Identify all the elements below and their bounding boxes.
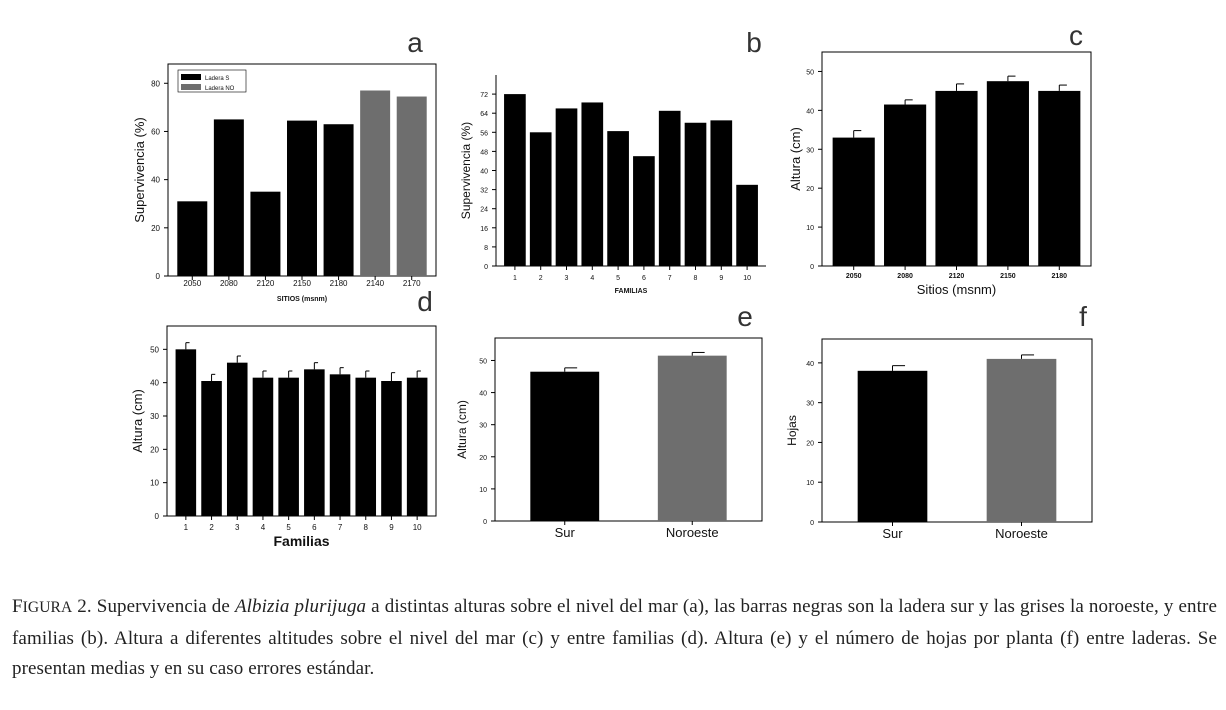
x-tick-label: 9 <box>389 523 394 532</box>
x-tick-label: 3 <box>564 275 569 282</box>
y-tick-label: 40 <box>806 108 814 116</box>
y-tick-label: 16 <box>480 225 488 233</box>
x-tick-label: 6 <box>312 523 317 532</box>
y-axis-label: Altura (cm) <box>130 389 145 453</box>
y-tick-label: 10 <box>806 225 814 233</box>
caption-text-2: a distintas alturas sobre el nivel del mar (a), las barras negras son la ladera sur y las grises la noroeste, y entre familias (b). Altura a diferentes altitudes sobre el nivel del mar (c) y entre familias (d). Altura (e) y el número de hojas por planta (f) entre laderas. Se presentan medias y en su caso errores estándar. <box>12 596 1217 679</box>
y-tick-label: 30 <box>150 412 159 421</box>
y-tick-label: 50 <box>479 358 487 366</box>
y-tick-label: 0 <box>155 272 160 281</box>
x-tick-label: 2120 <box>948 273 965 280</box>
y-tick-label: 60 <box>151 127 160 137</box>
y-tick-label: 8 <box>484 244 488 252</box>
y-axis-label: Supervivencia (%) <box>132 117 147 223</box>
y-tick-label: 10 <box>150 478 159 488</box>
y-tick-label: 0 <box>483 519 487 526</box>
x-tick-label: 8 <box>693 275 698 282</box>
panel-letter: d <box>417 286 433 317</box>
x-tick-label: Noroeste <box>995 526 1048 541</box>
x-axis-label: FAMILIAS <box>614 288 648 295</box>
x-tick-label: 5 <box>286 523 291 532</box>
x-tick-label: 7 <box>337 523 343 532</box>
x-tick-label: 4 <box>590 275 595 282</box>
y-tick-label: 0 <box>810 520 814 527</box>
figure-caption <box>12 592 1217 685</box>
x-tick-label: 2080 <box>219 279 238 288</box>
x-tick-label: 2150 <box>293 279 311 288</box>
y-tick-label: 64 <box>480 111 488 119</box>
y-tick-label: 10 <box>806 480 814 488</box>
y-tick-label: 56 <box>480 130 488 138</box>
y-tick-label: 50 <box>150 345 159 355</box>
y-axis-label: Altura (cm) <box>455 400 469 459</box>
panel-letter: a <box>407 27 423 58</box>
x-tick-label: 1 <box>183 523 189 532</box>
x-tick-label: 2170 <box>402 279 421 288</box>
x-tick-label: 2050 <box>183 279 202 288</box>
y-axis-label: Hojas <box>785 415 799 446</box>
x-tick-label: 2 <box>538 275 543 282</box>
y-tick-label: 20 <box>806 186 814 194</box>
x-tick-label: 8 <box>363 523 368 532</box>
y-tick-label: 80 <box>151 79 160 89</box>
x-tick-label: 3 <box>235 523 240 532</box>
y-tick-label: 20 <box>151 223 160 233</box>
bar <box>987 359 1057 522</box>
x-tick-label: 1 <box>512 275 517 282</box>
y-tick-label: 48 <box>480 149 488 157</box>
y-tick-label: 0 <box>484 264 488 271</box>
y-tick-label: 40 <box>150 378 159 388</box>
panel-letter: c <box>1069 20 1083 51</box>
x-axis-label: Sitios (msnm) <box>916 282 997 297</box>
y-axis-label: Supervivencia (%) <box>459 121 473 220</box>
panel-letter: e <box>737 301 753 332</box>
y-tick-label: 40 <box>151 175 160 185</box>
y-tick-label: 0 <box>810 264 814 271</box>
y-tick-label: 10 <box>479 486 487 494</box>
x-tick-label: 9 <box>719 275 724 282</box>
y-tick-label: 30 <box>806 400 814 408</box>
panel-letter: f <box>1079 301 1087 332</box>
x-tick-label: 7 <box>667 275 672 282</box>
x-tick-label: 10 <box>743 275 751 282</box>
caption-label: F <box>12 596 23 617</box>
caption-number: 2. <box>77 596 92 617</box>
panel-letter: b <box>746 27 762 58</box>
y-tick-label: 40 <box>479 390 487 398</box>
x-tick-label: 2150 <box>1000 273 1016 280</box>
caption-label-smallcaps: IGURA <box>22 599 73 616</box>
y-tick-label: 30 <box>479 422 487 430</box>
y-tick-label: 20 <box>806 440 814 448</box>
x-tick-label: 10 <box>412 523 422 532</box>
x-axis-label: Familias <box>273 533 330 549</box>
x-tick-label: 2050 <box>845 273 862 280</box>
y-tick-label: 20 <box>479 454 487 462</box>
x-tick-label: 4 <box>260 523 266 532</box>
y-tick-label: 72 <box>480 92 488 100</box>
x-tick-label: 2140 <box>366 279 385 288</box>
x-tick-label: 2180 <box>329 279 348 288</box>
x-tick-label: 5 <box>616 275 621 282</box>
x-tick-label: 2 <box>209 523 214 532</box>
y-tick-label: 40 <box>806 360 814 368</box>
x-tick-label: Sur <box>882 526 903 541</box>
y-tick-label: 20 <box>150 445 159 455</box>
x-axis-label: SITIOS (msnm) <box>276 296 328 303</box>
x-tick-label: Sur <box>554 525 575 540</box>
legend-label: Ladera NO <box>205 86 235 92</box>
x-tick-label: Noroeste <box>665 525 719 540</box>
x-tick-label: 6 <box>641 275 646 282</box>
y-tick-label: 24 <box>480 206 488 214</box>
x-tick-label: 2120 <box>256 279 275 288</box>
y-tick-label: 30 <box>806 147 814 155</box>
x-tick-label: 2080 <box>897 273 913 280</box>
y-tick-label: 40 <box>480 168 488 176</box>
legend-label: Ladera S <box>205 76 230 82</box>
y-tick-label: 0 <box>154 512 159 521</box>
x-tick-label: 2180 <box>1051 273 1068 280</box>
caption-species: Albizia plurijuga <box>234 596 367 617</box>
bar <box>858 371 928 522</box>
caption-text-1: Supervivencia de <box>96 596 230 617</box>
y-axis-label: Altura (cm) <box>788 127 803 191</box>
y-tick-label: 32 <box>480 187 488 195</box>
y-tick-label: 50 <box>806 69 814 77</box>
